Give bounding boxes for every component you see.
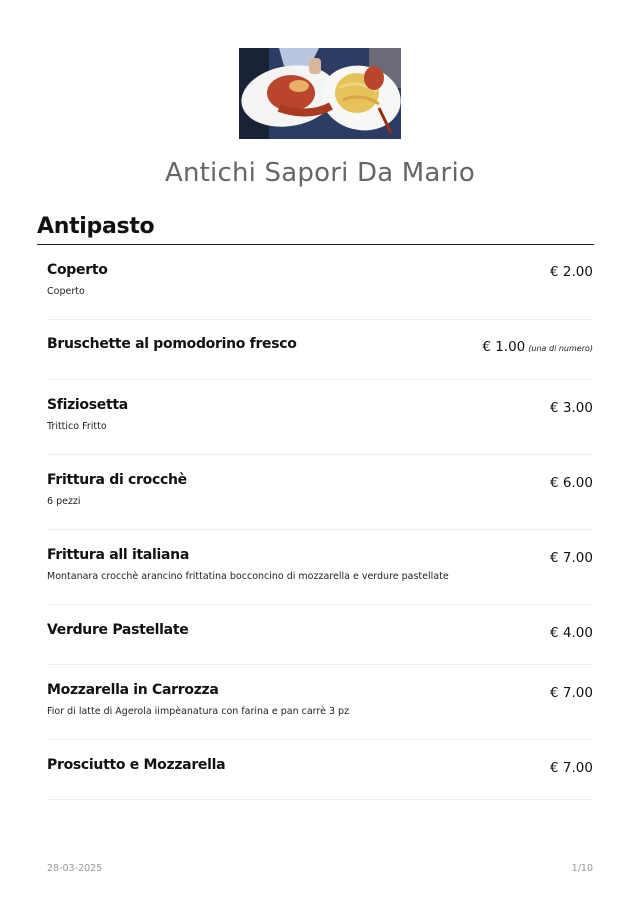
- item-description: 6 pezzi: [47, 496, 81, 507]
- item-price: [550, 685, 593, 701]
- menu-items-list: [47, 252, 593, 800]
- item-name: Mozzarella in Carrozza: [47, 682, 219, 698]
- menu-item: [47, 455, 593, 530]
- price-value: € 7.00: [550, 685, 593, 701]
- dish-photo: [239, 48, 401, 139]
- price-value: € 3.00: [550, 400, 593, 416]
- item-name: Verdure Pastellate: [47, 622, 189, 638]
- restaurant-name: Antichi Sapori Da Mario: [165, 158, 475, 188]
- price-value: € 4.00: [550, 625, 593, 641]
- item-name: Sfiziosetta: [47, 397, 128, 413]
- item-description: Montanara crocchè arancino frittatina bocconcino di mozzarella e verdure pastellate: [47, 571, 449, 582]
- menu-item: [47, 252, 593, 320]
- item-price: [550, 264, 593, 280]
- price-value: € 2.00: [550, 264, 593, 280]
- item-description: Fior di latte di Agerola iimpèanatura con farina e pan carrè 3 pz: [47, 706, 350, 717]
- menu-item: [47, 380, 593, 455]
- price-value: € 6.00: [550, 475, 593, 491]
- item-price: [550, 400, 593, 416]
- item-description: Trittico Fritto: [47, 421, 107, 432]
- item-price: [550, 550, 593, 566]
- menu-item: [47, 605, 593, 665]
- item-price: [482, 339, 593, 355]
- item-name: Frittura all italiana: [47, 547, 189, 563]
- item-price: [550, 475, 593, 491]
- dish-photo-image: [239, 48, 401, 139]
- item-description: Coperto: [47, 286, 85, 297]
- page-number: 1/10: [571, 863, 593, 874]
- menu-item: [47, 530, 593, 605]
- item-name: Frittura di crocchè: [47, 472, 187, 488]
- price-value: € 7.00: [550, 550, 593, 566]
- item-name: Bruschette al pomodorino fresco: [47, 336, 297, 352]
- menu-item: [47, 665, 593, 740]
- price-note: (una di numero): [528, 344, 593, 353]
- price-value: € 1.00: [482, 339, 526, 355]
- item-price: [550, 625, 593, 641]
- item-name: Coperto: [47, 262, 108, 278]
- section-header: [37, 212, 594, 245]
- menu-item: [47, 320, 593, 380]
- menu-item: [47, 740, 593, 800]
- item-price: [550, 760, 593, 776]
- footer-date: 28-03-2025: [47, 863, 103, 874]
- item-name: Prosciutto e Mozzarella: [47, 757, 226, 773]
- price-value: € 7.00: [550, 760, 593, 776]
- section-title: Antipasto: [37, 214, 155, 239]
